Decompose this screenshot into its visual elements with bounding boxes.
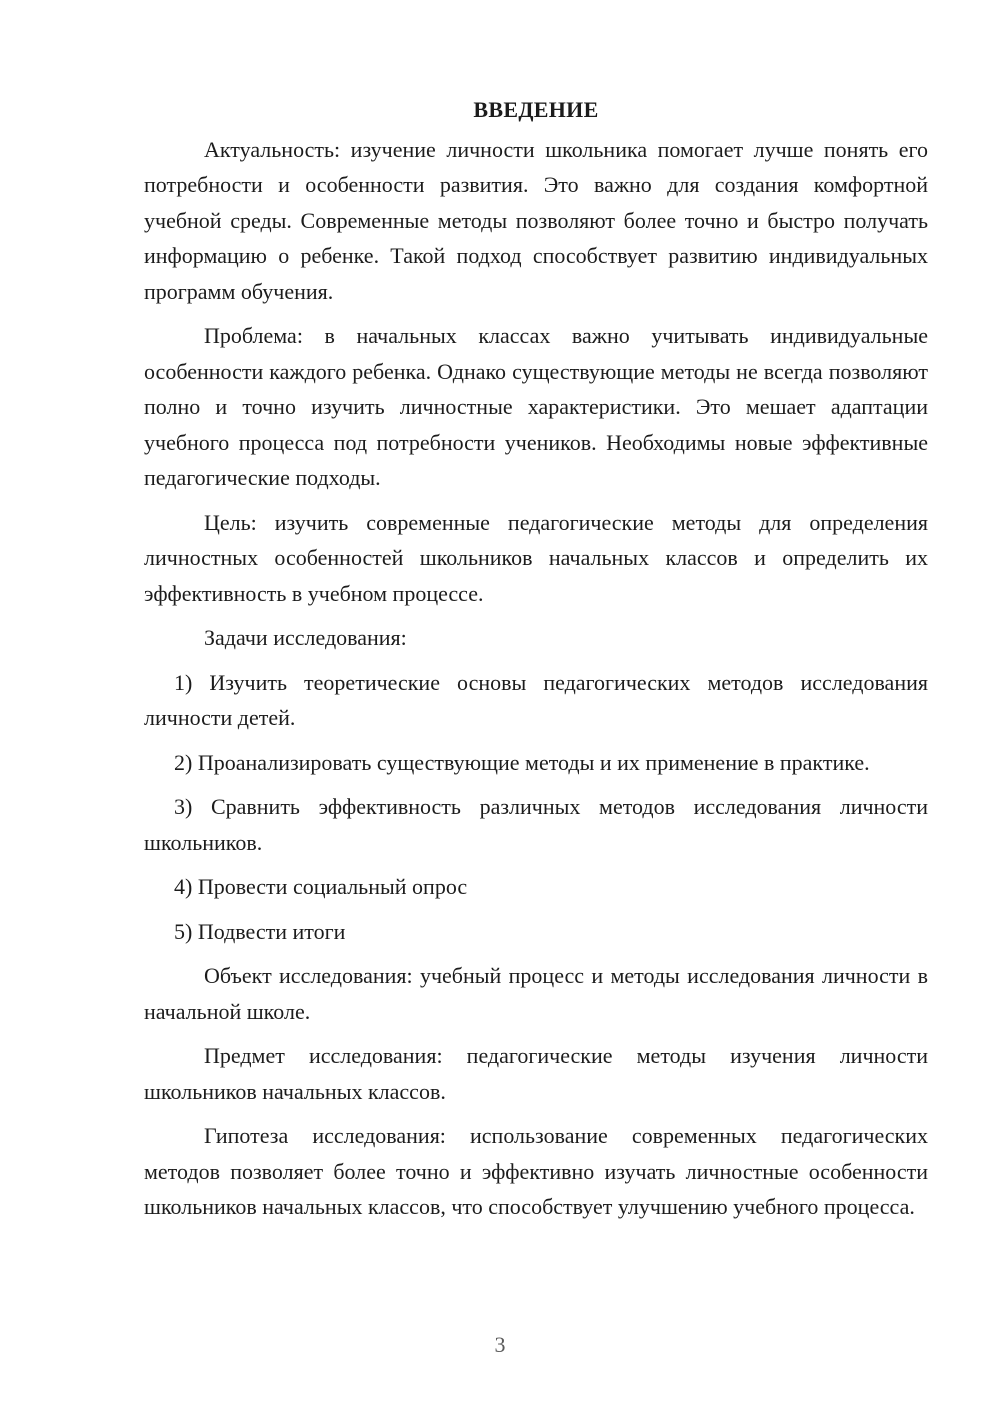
list-item-task-1: 1) Изучить теоретические основы педагогических методов исследования личности детей.	[144, 669, 928, 730]
paragraph-problem: Проблема: в начальных классах важно учитывать индивидуальные особенности каждого ребенка. Однако существующие методы не всегда позволяют полно и точно изучить личностные характеристики. Это мешает адаптации учебного процесса под потребности учеников. Необходимы новые эффективные педагогические подходы.	[144, 323, 928, 490]
paragraph-subject: Предмет исследования: педагогические методы изучения личности школьников начальных классов.	[144, 1043, 928, 1104]
paragraph-relevance: Актуальность: изучение личности школьника помогает лучше понять его потребности и особенности развития. Это важно для создания комфортной учебной среды. Современные методы позволяют более точно и быстро получать информацию о ребенке. Такой подход способствует развитию индивидуальных программ обучения.	[144, 136, 928, 304]
paragraph-goal: Цель: изучить современные педагогические методы для определения личностных особенностей школьников начальных классов и определить их эффективность в учебном процессе.	[144, 509, 928, 606]
paragraph-tasks-intro: Задачи исследования:	[204, 625, 407, 650]
list-item-task-4: 4) Провести социальный опрос	[174, 874, 468, 899]
list-item-task-3: 3) Сравнить эффективность различных методов исследования личности школьников.	[144, 794, 928, 855]
document-body	[144, 92, 928, 1234]
page-title: ВВЕДЕНИЕ	[473, 97, 599, 122]
page-number: 3	[494, 1332, 506, 1357]
list-item-task-5: 5) Подвести итоги	[174, 918, 346, 944]
list-item-task-2: 2) Проанализировать существующие методы и их применение в практике.	[174, 749, 870, 775]
paragraph-hypothesis: Гипотеза исследования: использование современных педагогических методов позволяет более точно и эффективно изучать личностные особенности школьников начальных классов, что способствует улучшению учебного процесса.	[144, 1123, 928, 1219]
paragraph-object: Объект исследования: учебный процесс и методы исследования личности в начальной школе.	[144, 963, 928, 1024]
